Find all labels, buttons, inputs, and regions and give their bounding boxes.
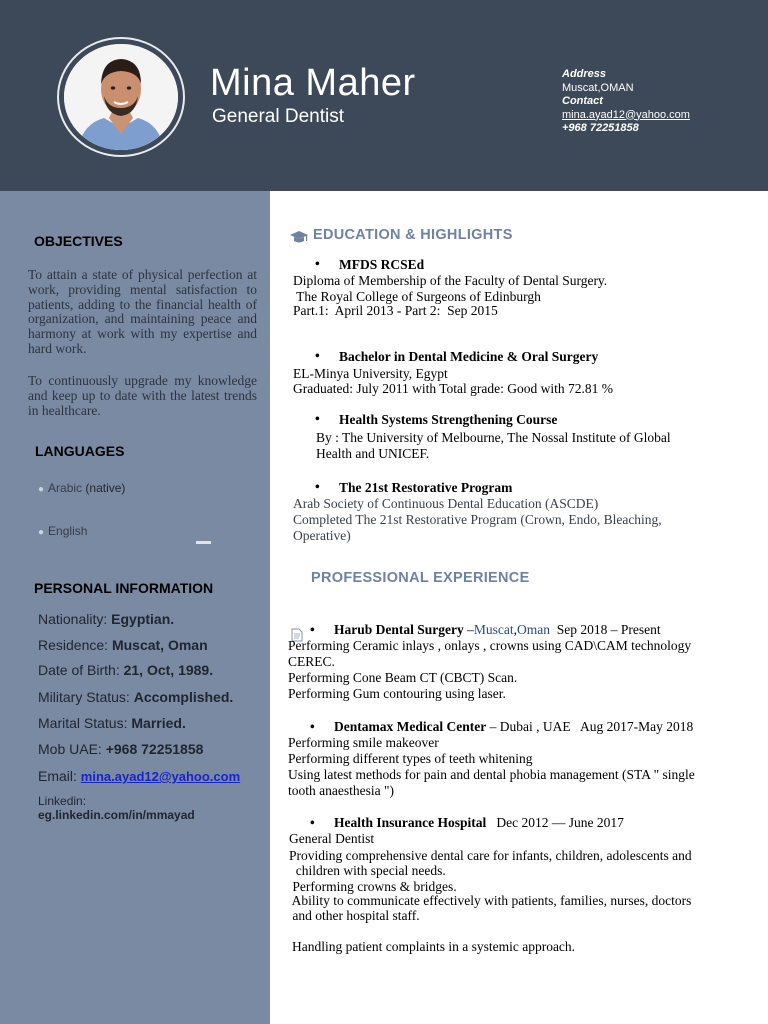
info-military-status: Military Status: Accomplished. xyxy=(38,689,234,705)
education-item-title: • Health Systems Strengthening Course xyxy=(339,412,557,428)
job-duty: Using latest methods for pain and dental phobia management (STA " single xyxy=(288,767,695,782)
job-duty: Providing comprehensive dental care for infants, children, adolescents and xyxy=(289,848,692,863)
experience-heading: PROFESSIONAL EXPERIENCE xyxy=(311,570,530,586)
job-duty: Performing crowns & bridges. xyxy=(289,879,457,894)
job-duty: General Dentist xyxy=(289,831,375,846)
education-line: EL-Minya University, Egypt xyxy=(293,366,448,381)
languages-heading: LANGUAGES xyxy=(35,443,125,459)
job-duty: Performing Cone Beam CT (CBCT) Scan. xyxy=(288,670,518,685)
contact-label: Contact xyxy=(562,95,603,107)
job-header: • Health Insurance Hospital Dec 2012 — June 2017 xyxy=(310,815,624,830)
job-duty: Performing Ceramic inlays , onlays , crowns using CAD\CAM technology xyxy=(288,638,692,653)
candidate-title: General Dentist xyxy=(212,106,345,127)
education-line: Health and UNICEF. xyxy=(316,446,430,461)
info-nationality: Nationality: Egyptian. xyxy=(38,611,175,627)
job-duty: Ability to communicate effectively with patients, families, nurses, doctors xyxy=(289,893,692,908)
info-linkedin xyxy=(38,794,195,822)
job-duty: Performing different types of teeth whitening xyxy=(288,751,533,766)
job-duty: Handling patient complaints in a systemic approach. xyxy=(292,939,576,954)
divider xyxy=(196,541,211,544)
job-duty: Performing Gum contouring using laser. xyxy=(288,686,506,701)
linkedin-label: Linkedin: xyxy=(38,794,87,808)
education-line: Diploma of Membership of the Faculty of Dental Surgery. xyxy=(293,273,608,288)
personal-info-heading: PERSONAL INFORMATION xyxy=(34,580,214,596)
objectives-paragraph-1: To attain a state of physical perfection at work, providing mental satisfaction to patients, adding to the financial health of organization, and maintaining peace and harmony at work with my expertise and hard work. xyxy=(28,267,257,356)
education-line: Completed The 21st Restorative Program (Crown, Endo, Bleaching, xyxy=(293,512,662,527)
header-banner xyxy=(0,0,768,191)
address-value: Muscat,OMAN xyxy=(562,81,634,94)
avatar xyxy=(64,44,178,150)
info-email: Email: mina.ayad12@yahoo.com xyxy=(38,768,241,784)
language-item: ● Arabic (native) xyxy=(38,481,126,495)
linkedin-url[interactable]: eg.linkedin.com/in/mmayad xyxy=(38,808,195,822)
education-line: By : The University of Melbourne, The Nossal Institute of Global xyxy=(316,430,671,445)
email-link[interactable]: mina.ayad12@yahoo.com xyxy=(562,108,690,121)
phone-number: +968 72251858 xyxy=(562,122,639,134)
info-residence: Residence: Muscat, Oman xyxy=(38,637,208,653)
job-duty: and other hospital staff. xyxy=(289,908,420,923)
job-header: • Harub Dental Surgery –Muscat,Oman Sep 2018 – Present xyxy=(310,622,661,637)
sidebar-email-link[interactable]: mina.ayad12@yahoo.com xyxy=(80,769,241,784)
candidate-name: Mina Maher xyxy=(210,62,416,104)
info-mobile: Mob UAE: +968 72251858 xyxy=(38,741,204,757)
job-duty: children with special needs. xyxy=(289,863,446,878)
education-item-title: • MFDS RCSEd xyxy=(339,257,424,273)
education-line: Part.1: April 2013 - Part 2: Sep 2015 xyxy=(293,303,498,318)
education-heading: EDUCATION & HIGHLIGHTS xyxy=(313,227,513,243)
profile-photo xyxy=(64,44,178,150)
job-duty: tooth anaesthesia ") xyxy=(288,783,394,798)
avatar-frame xyxy=(57,37,185,157)
info-date-of-birth: Date of Birth: 21, Oct, 1989. xyxy=(38,662,214,678)
education-item-title: • Bachelor in Dental Medicine & Oral Surgery xyxy=(339,349,598,365)
contact-block xyxy=(562,68,690,136)
language-item: ● English xyxy=(38,524,88,538)
education-item-title: • The 21st Restorative Program xyxy=(339,480,512,496)
address-label: Address xyxy=(562,68,607,80)
bullet-icon: ● xyxy=(38,527,45,538)
objectives-paragraph-2: To continuously upgrade my knowledge and keep up to date with the latest trends in healthcare. xyxy=(28,373,257,418)
graduation-cap-icon xyxy=(289,230,309,244)
education-line: The Royal College of Surgeons of Edinburgh xyxy=(293,289,541,304)
education-line: Graduated: July 2011 with Total grade: Good with 72.81 % xyxy=(293,381,614,396)
education-line: Arab Society of Continuous Dental Education (ASCDE) xyxy=(293,496,599,511)
objectives-heading: OBJECTIVES xyxy=(34,233,123,249)
job-duty: Performing smile makeover xyxy=(288,735,439,750)
job-duty: CEREC. xyxy=(288,654,335,669)
info-marital-status: Marital Status: Married. xyxy=(38,715,186,731)
job-header: • Dentamax Medical Center – Dubai , UAE Aug 2017-May 2018 xyxy=(310,719,694,734)
bullet-icon: ● xyxy=(38,484,45,495)
education-line: Operative) xyxy=(293,528,351,543)
